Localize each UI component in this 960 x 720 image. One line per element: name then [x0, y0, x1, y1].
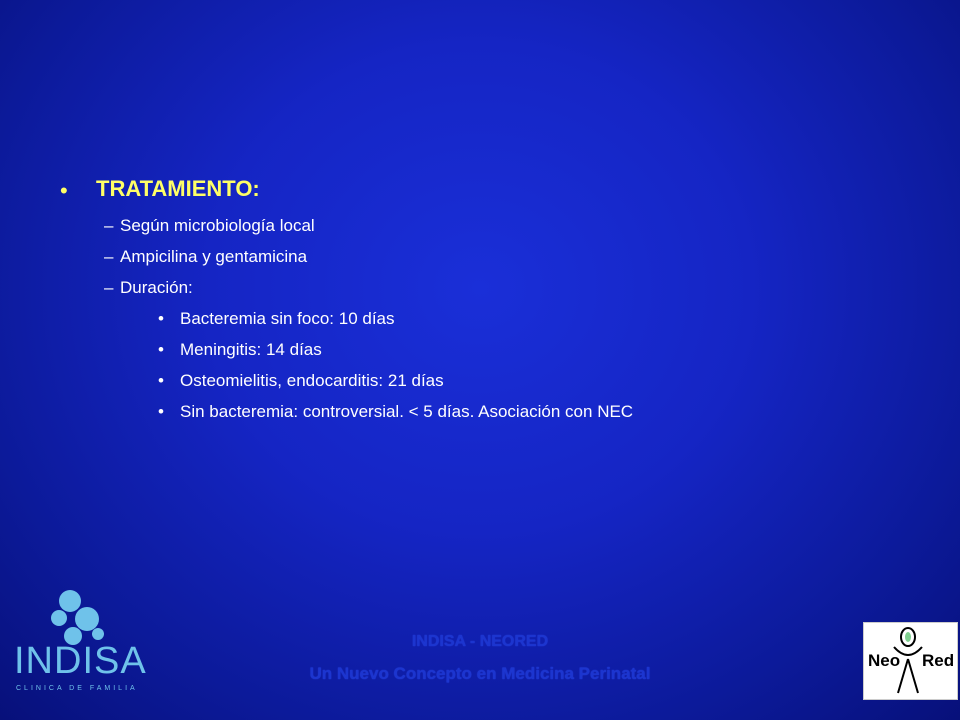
list-item: [60, 278, 940, 309]
indisa-tagline: CLINICA DE FAMILIA: [16, 685, 138, 692]
indisa-wordmark: INDISA: [14, 640, 147, 682]
list-item-text: Según microbiología local: [120, 216, 315, 235]
sub-list-item-text: Sin bacteremia: controversial. < 5 días. Asociación con NEC: [180, 402, 634, 421]
sub-list-item: [60, 340, 940, 371]
sub-list-item-text: Osteomielitis, endocarditis: 21 días: [180, 371, 444, 390]
sub-list-item: [60, 371, 940, 402]
list-item: [60, 216, 940, 247]
neored-red-text: Red: [922, 651, 955, 670]
heading-bullet: •: [60, 178, 68, 203]
sub-bullet: •: [158, 402, 164, 421]
sub-list-item-text: Bacteremia sin foco: 10 días: [180, 309, 395, 328]
slide-content: [60, 176, 940, 433]
list-item-text: Duración:: [120, 278, 193, 297]
dash-marker: –: [104, 216, 114, 235]
sub-list-item-text: Meningitis: 14 días: [180, 340, 322, 359]
footer-line-2: Un Nuevo Concepto en Medicina Perinatal: [309, 664, 651, 683]
dash-marker: –: [104, 247, 114, 266]
heading-row: [60, 176, 940, 216]
list-item: [60, 247, 940, 278]
dash-marker: –: [104, 278, 114, 297]
sub-list-item: [60, 309, 940, 340]
neored-neo-text: Neo: [868, 651, 901, 670]
sub-bullet: •: [158, 340, 164, 359]
sub-list-item: [60, 402, 940, 433]
neored-logo: [863, 622, 958, 700]
list-item-text: Ampicilina y gentamicina: [120, 247, 308, 266]
slide-heading: TRATAMIENTO:: [96, 176, 260, 201]
footer-line-1: INDISA - NEORED: [411, 633, 549, 650]
sub-bullet: •: [158, 309, 164, 328]
sub-bullet: •: [158, 371, 164, 390]
